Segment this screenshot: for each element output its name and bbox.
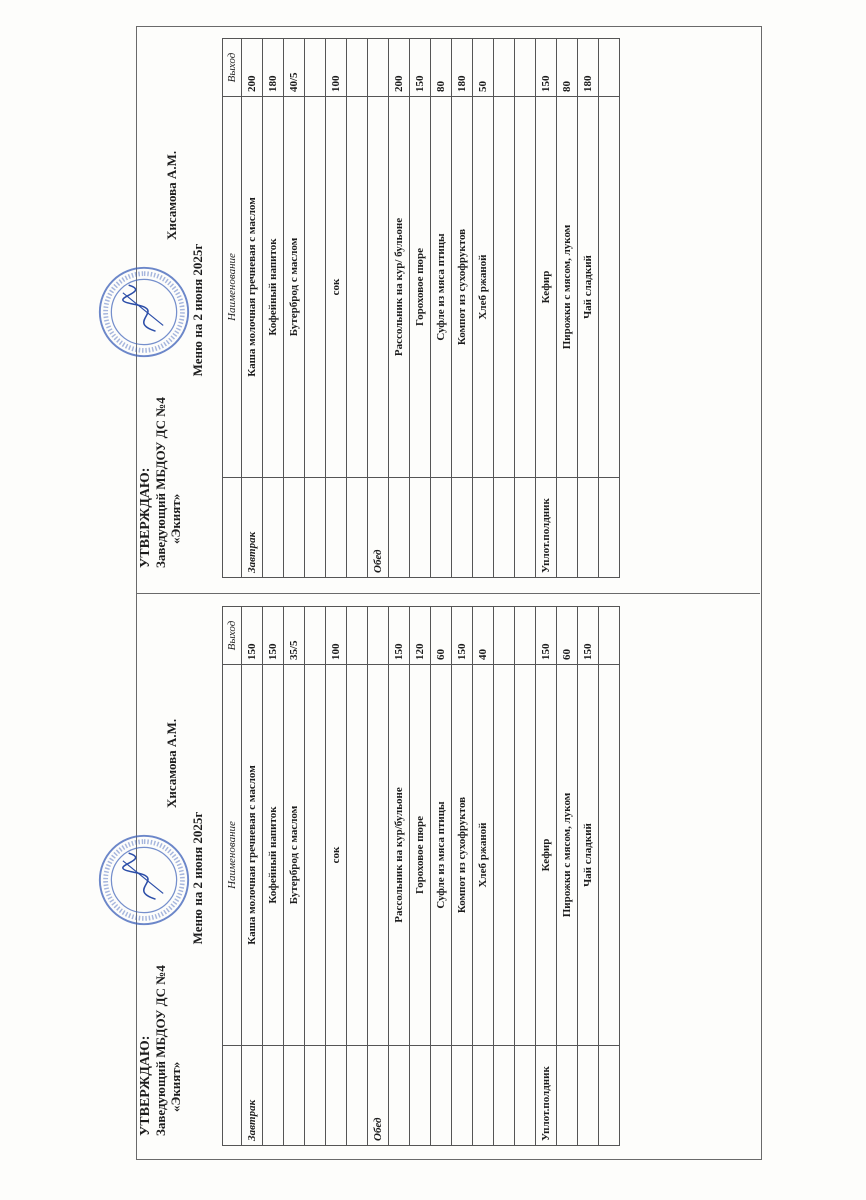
output-cell: 180 (452, 39, 473, 97)
page-divider (136, 593, 760, 594)
table-row (431, 607, 452, 1146)
output-cell (347, 607, 368, 665)
menu-title: Меню на 2 июня 2025г (190, 811, 205, 945)
header-meal (223, 1046, 242, 1146)
meal-cell (494, 478, 515, 578)
output-cell: 35/5 (284, 607, 305, 665)
dish-name-cell: Чай сладкий (578, 665, 599, 1046)
meal-cell (599, 478, 620, 578)
table-row (599, 607, 620, 1146)
table-row (368, 607, 389, 1146)
dish-name-cell: Пирожки с мясом, луком (557, 97, 578, 478)
table-row (347, 607, 368, 1146)
output-cell: 60 (431, 607, 452, 665)
dish-name-cell: Пирожки с мясом, луком (557, 665, 578, 1046)
dish-name-cell (305, 97, 326, 478)
output-cell (368, 39, 389, 97)
table-row (284, 607, 305, 1146)
dish-name-cell: Каша молочная гречневая с маслом (242, 665, 263, 1046)
dish-name-cell: Каша молочная гречневая с маслом (242, 97, 263, 478)
output-cell: 180 (263, 39, 284, 97)
menu-sheet-right (138, 30, 762, 590)
meal-cell: Уплот.полдник (536, 1046, 557, 1146)
output-cell: 100 (326, 39, 347, 97)
meal-cell (494, 1046, 515, 1146)
dish-name-cell (515, 665, 536, 1046)
output-cell (305, 607, 326, 665)
approval-position: Заведующий МБДОУ ДС №4 (153, 397, 168, 568)
dish-name-cell: Кофейный напиток (263, 97, 284, 478)
meal-cell (578, 1046, 599, 1146)
table-row (515, 607, 536, 1146)
menu-header (138, 598, 216, 1158)
output-cell: 150 (410, 39, 431, 97)
meal-cell (284, 1046, 305, 1146)
meal-cell (431, 1046, 452, 1146)
meal-cell (389, 478, 410, 578)
meal-cell (578, 478, 599, 578)
meal-cell (284, 478, 305, 578)
dish-name-cell: Рассольник на кур/бульоне (389, 665, 410, 1046)
signature-name: Хисамова А.М. (164, 150, 179, 240)
table-row (410, 607, 431, 1146)
dish-name-cell: Суфле из мяса птицы (431, 665, 452, 1046)
table-row (347, 39, 368, 578)
output-cell: 200 (242, 39, 263, 97)
meal-cell (452, 1046, 473, 1146)
meal-cell (326, 478, 347, 578)
meal-cell: Обед (368, 1046, 389, 1146)
table-row (473, 39, 494, 578)
table-row (242, 39, 263, 578)
meal-cell (599, 1046, 620, 1146)
output-cell: 180 (578, 39, 599, 97)
table-row (515, 39, 536, 578)
meal-cell (305, 478, 326, 578)
table-row (473, 607, 494, 1146)
stamp-seal-icon (96, 264, 192, 360)
output-cell: 100 (326, 607, 347, 665)
dish-name-cell (305, 665, 326, 1046)
meal-cell (515, 1046, 536, 1146)
table-header-row (223, 39, 242, 578)
output-cell: 80 (557, 39, 578, 97)
output-cell (494, 607, 515, 665)
meal-cell (410, 1046, 431, 1146)
output-cell (368, 607, 389, 665)
dish-name-cell: Кефир (536, 97, 557, 478)
meal-cell (473, 1046, 494, 1146)
meal-cell: Уплот.полдник (536, 478, 557, 578)
output-cell: 50 (473, 39, 494, 97)
header-name: Наименование (223, 665, 242, 1046)
output-cell: 150 (536, 39, 557, 97)
dish-name-cell (599, 665, 620, 1046)
meal-cell (557, 478, 578, 578)
table-row (557, 39, 578, 578)
menu-rows (242, 607, 620, 1146)
table-row (494, 607, 515, 1146)
meal-cell (263, 478, 284, 578)
table-row (452, 607, 473, 1146)
output-cell: 40/5 (284, 39, 305, 97)
dish-name-cell: Хлеб ржаной (473, 97, 494, 478)
output-cell (515, 607, 536, 665)
table-row (305, 607, 326, 1146)
meal-cell (389, 1046, 410, 1146)
table-row (536, 607, 557, 1146)
dish-name-cell: Гороховое пюре (410, 665, 431, 1046)
approval-block (138, 397, 183, 568)
menu-header (138, 30, 216, 590)
dish-name-cell: Компот из сухофруктов (452, 665, 473, 1046)
approval-title: УТВЕРЖДАЮ: (138, 467, 153, 568)
table-row (263, 39, 284, 578)
table-row (326, 39, 347, 578)
dish-name-cell (347, 665, 368, 1046)
meal-cell: Завтрак (242, 478, 263, 578)
header-meal (223, 478, 242, 578)
output-cell: 150 (389, 607, 410, 665)
menu-table (222, 606, 620, 1146)
approval-position: Заведующий МБДОУ ДС №4 (153, 965, 168, 1136)
dish-name-cell: Бутерброд с маслом (284, 97, 305, 478)
table-row (452, 39, 473, 578)
output-cell: 120 (410, 607, 431, 665)
menu-rows (242, 39, 620, 578)
table-row (578, 39, 599, 578)
approval-org: «Экият» (168, 1061, 183, 1112)
dish-name-cell (368, 665, 389, 1046)
header-output: Выход (223, 39, 242, 97)
table-row (494, 39, 515, 578)
stamp-seal-icon (96, 832, 192, 928)
dish-name-cell: Суфле из мяса птицы (431, 97, 452, 478)
dish-name-cell (494, 97, 515, 478)
output-cell (599, 39, 620, 97)
dish-name-cell: Чай сладкий (578, 97, 599, 478)
output-cell: 150 (578, 607, 599, 665)
meal-cell (347, 1046, 368, 1146)
dish-name-cell: Гороховое пюре (410, 97, 431, 478)
table-row (599, 39, 620, 578)
table-row (368, 39, 389, 578)
meal-cell (326, 1046, 347, 1146)
table-row (431, 39, 452, 578)
dish-name-cell: сок (326, 97, 347, 478)
output-cell: 150 (263, 607, 284, 665)
output-cell: 150 (242, 607, 263, 665)
dish-name-cell (599, 97, 620, 478)
dish-name-cell (494, 665, 515, 1046)
table-row (389, 39, 410, 578)
menu-table (222, 38, 620, 578)
table-row (263, 607, 284, 1146)
table-row (284, 39, 305, 578)
output-cell: 60 (557, 607, 578, 665)
meal-cell (452, 478, 473, 578)
dish-name-cell: Бутерброд с маслом (284, 665, 305, 1046)
meal-cell (557, 1046, 578, 1146)
table-row (410, 39, 431, 578)
dish-name-cell: Хлеб ржаной (473, 665, 494, 1046)
dish-name-cell (368, 97, 389, 478)
table-row (326, 607, 347, 1146)
output-cell (515, 39, 536, 97)
header-name: Наименование (223, 97, 242, 478)
meal-cell (347, 478, 368, 578)
meal-cell (473, 478, 494, 578)
table-row (389, 607, 410, 1146)
header-output: Выход (223, 607, 242, 665)
table-row (536, 39, 557, 578)
meal-cell: Обед (368, 478, 389, 578)
signature-name: Хисамова А.М. (164, 718, 179, 808)
dish-name-cell: Рассольник на кур/ бульоне (389, 97, 410, 478)
table-header-row (223, 607, 242, 1146)
table-row (305, 39, 326, 578)
table-row (242, 607, 263, 1146)
output-cell: 200 (389, 39, 410, 97)
meal-cell (515, 478, 536, 578)
meal-cell (410, 478, 431, 578)
menu-title: Меню на 2 июня 2025г (190, 243, 205, 377)
meal-cell (431, 478, 452, 578)
dish-name-cell: сок (326, 665, 347, 1046)
output-cell: 40 (473, 607, 494, 665)
table-row (578, 607, 599, 1146)
approval-block (138, 965, 183, 1136)
output-cell (494, 39, 515, 97)
meal-cell (305, 1046, 326, 1146)
menu-sheet-left (138, 598, 762, 1158)
output-cell (599, 607, 620, 665)
approval-title: УТВЕРЖДАЮ: (138, 1035, 153, 1136)
dish-name-cell: Кефир (536, 665, 557, 1046)
dish-name-cell (347, 97, 368, 478)
dish-name-cell: Компот из сухофруктов (452, 97, 473, 478)
output-cell: 150 (536, 607, 557, 665)
meal-cell: Завтрак (242, 1046, 263, 1146)
output-cell (305, 39, 326, 97)
meal-cell (263, 1046, 284, 1146)
table-row (557, 607, 578, 1146)
approval-org: «Экият» (168, 493, 183, 544)
output-cell (347, 39, 368, 97)
dish-name-cell (515, 97, 536, 478)
output-cell: 150 (452, 607, 473, 665)
output-cell: 80 (431, 39, 452, 97)
dish-name-cell: Кофейный напиток (263, 665, 284, 1046)
